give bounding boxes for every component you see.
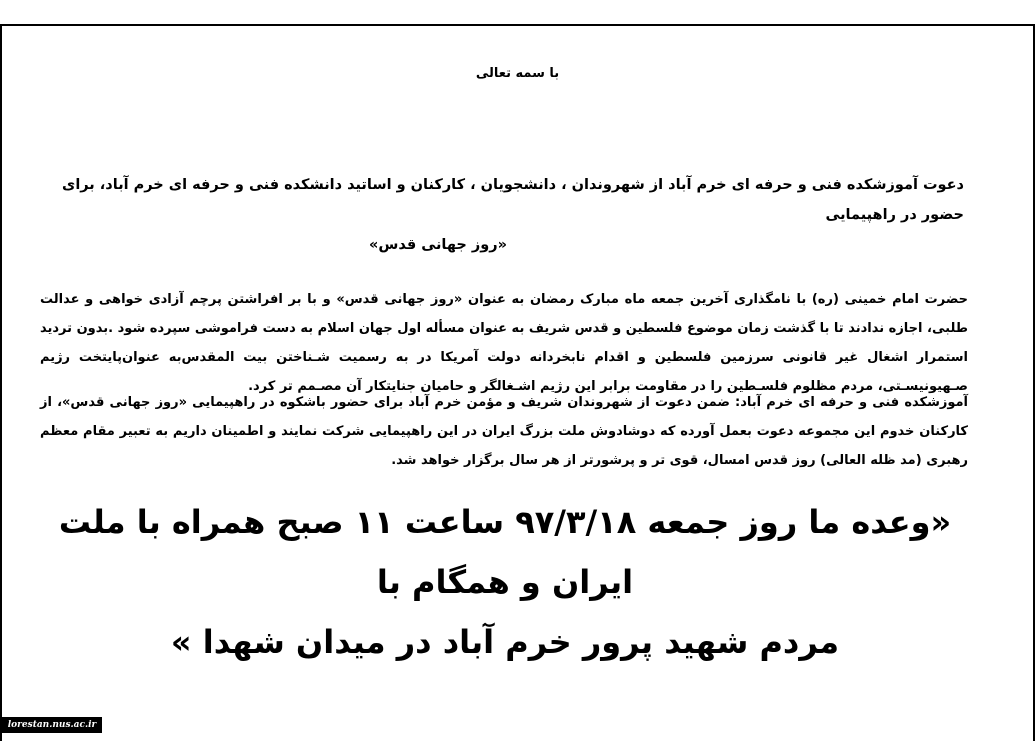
headline-line-2: مردم شهید پرور خرم آباد در میدان شهدا » xyxy=(170,623,840,661)
paragraph-imam-khomeini: حضرت امام خمینی (ره) با نامگذاری آخرین جمعه ماه مبارک رمضان به عنوان «روز جهانی قدس» و با بر افراشتن پرچم آزادی خواهی و عدالت طلبی، اجازه ندادند تا با گذشت زمان موضوع فلسطین و قدس شریف به عنوان مسأله اول جهان اسلام به دست فراموشی سپرده شود .بدون تردید استمرار اشغال غیر قانونی سرزمین فلسطین و اقدام نابخردانه دولت آمریکا در به رسمیت شـناختن بیت المقدس‌به عنوان‌پایتخت رژیم صـهیونیسـتی، مردم مظلوم فلسـطین را در مقاومت برابر این رژیم اشـغالگر و حامیان جنایتکار آن مصـمم تر کرد. xyxy=(40,292,968,394)
event-headline xyxy=(40,492,970,672)
paragraph-invitation: آموزشکده فنی و حرفه ای خرم آباد: ضمن دعوت از شهروندان شریف و مؤمن خرم آباد برای حضور باشکوه در راهپیمایی «روز جهانی قدس»، از کارکنان خدوم این مجموعه دعوت بعمل آورده که دوشادوش ملت بزرگ ایران در این راهپیمایی شرکت نمایند و اطمینان داریم به تعبیر مقام معظم رهبری (مد ظله العالی) روز قدس امسال، قوی تر و پرشورتر از هر سال برگزار خواهد شد. xyxy=(40,395,968,468)
invitation-line-1: دعوت آموزشکده فنی و حرفه ای خرم آباد از شهروندان ، دانشجویان ، کارکنان و اساتید دانشکده فنی و حرفه ای خرم آباد، برای حضور در راهپیمایی xyxy=(62,177,964,223)
invitation-title xyxy=(52,170,964,260)
headline-line-1: «وعده ما روز جمعه ۹۷/۳/۱۸ ساعت ۱۱ صبح همراه با ملت ایران و همگام با xyxy=(58,503,952,601)
invitation-line-2: «روز جهانی قدس» xyxy=(369,237,507,253)
site-url-badge: lorestan.nus.ac.ir xyxy=(2,717,102,733)
bismillah-heading: با سمه تعالی xyxy=(475,66,560,81)
